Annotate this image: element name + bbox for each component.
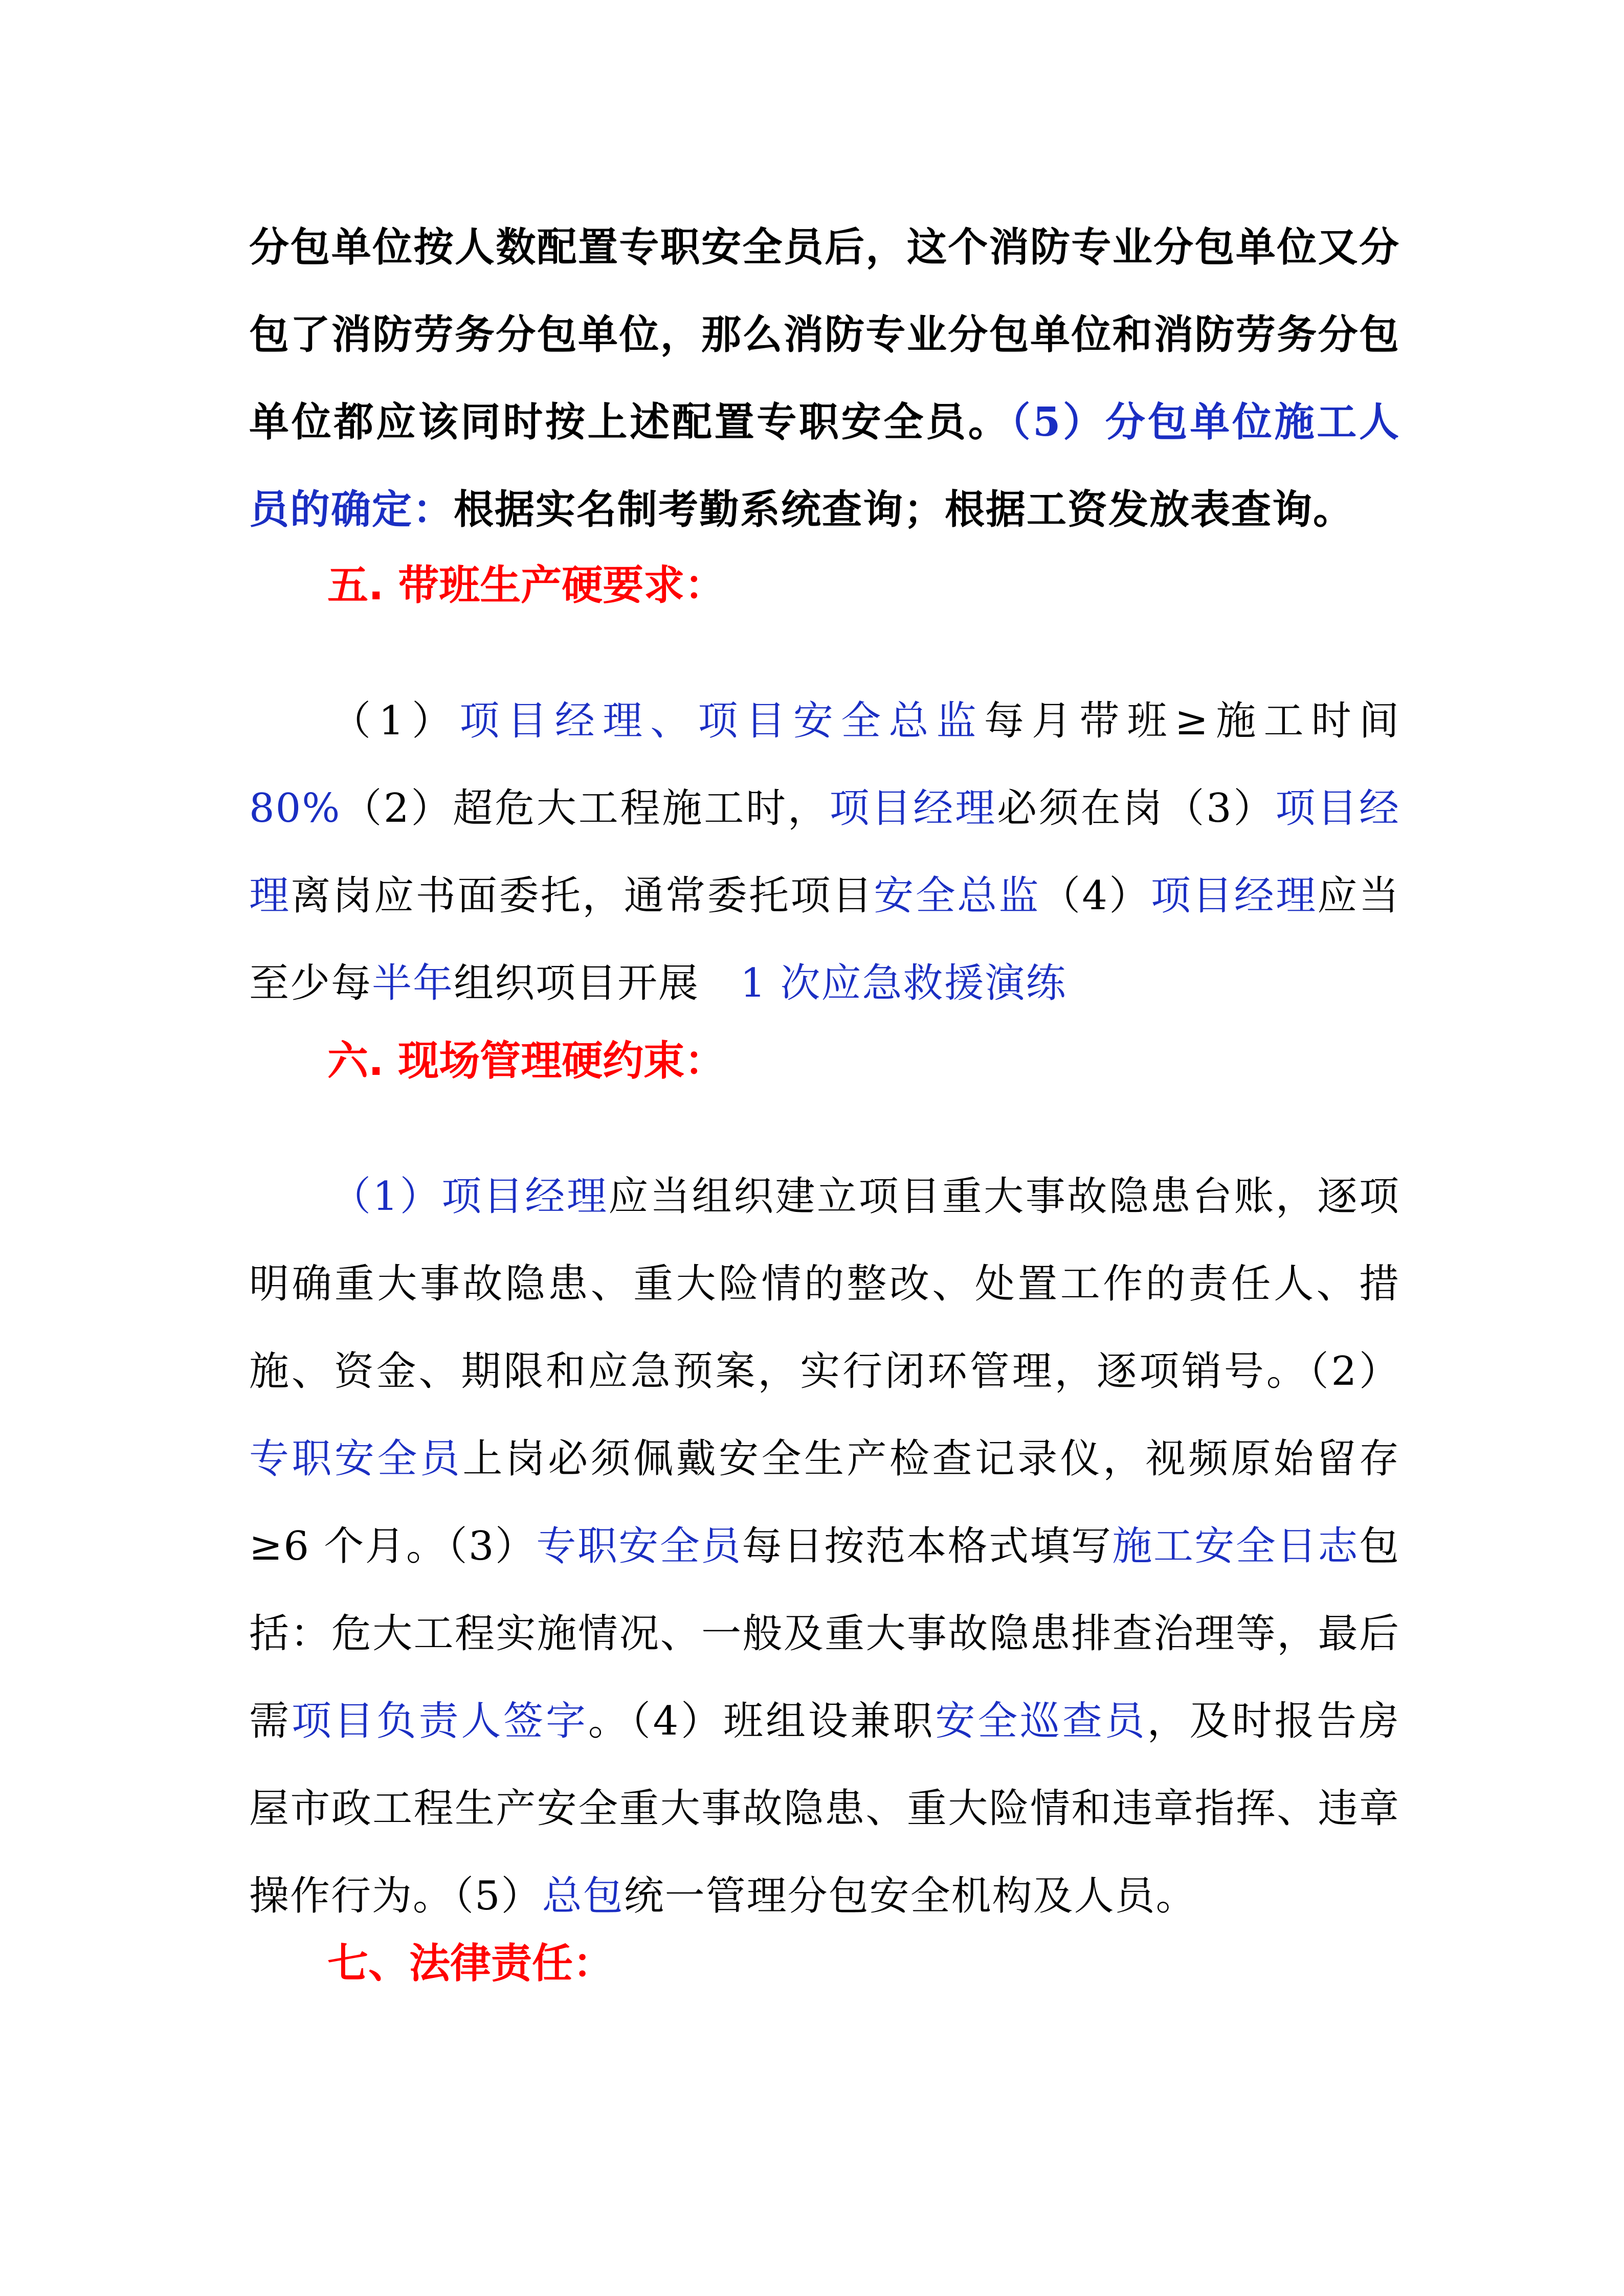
highlight-text: 半年: [372, 960, 454, 1006]
highlight-text: 安全巡查员: [935, 1698, 1147, 1744]
paragraph-text: 离岗应书面委托，通常委托项目: [291, 873, 874, 919]
paragraph-text: （2）超危大工程施工时，: [341, 785, 830, 831]
paragraph-text: 每日按范本格式填写: [742, 1523, 1113, 1569]
highlight-text: 项目经理: [829, 785, 997, 831]
paragraph-text: ，及时报告房屋市政工程生产安全重大事故隐患、重大险情和违章指挥、违章操作行为。（5）: [249, 1698, 1400, 1919]
paragraph-shift-production: [249, 678, 1400, 1027]
highlight-text: 总包: [542, 1873, 624, 1919]
section-heading-5: 五. 带班生产硬要求：: [327, 561, 726, 609]
highlight-text: 专职安全员: [536, 1523, 742, 1569]
paragraph-text: 。（4）班组设兼职: [588, 1698, 936, 1744]
paragraph-site-management: [249, 1153, 1400, 1940]
paragraph-subcontract-staffing: [249, 204, 1400, 553]
paragraph-text: 根据实名制考勤系统查询；根据工资发放表查询。: [454, 486, 1354, 533]
highlight-text: 施工安全日志: [1112, 1523, 1359, 1569]
highlight-text: 项目负责人签字: [291, 1698, 588, 1744]
section-heading-7: 七、法律责任：: [327, 1940, 614, 1987]
paragraph-text: （4）: [1040, 873, 1151, 919]
paragraph-text: 应当组织建立项目重大事故隐患台账，逐项明确重大事故隐患、重大险情的整改、处置工作的责任人、措施、资金、期限和应急预案，实行闭环管理，逐项销号。（2）: [249, 1174, 1400, 1394]
highlight-text: 项目经理、项目安全总监: [459, 698, 984, 744]
highlight-text: 安全总监: [874, 873, 1040, 919]
paragraph-text: 统一管理分包安全机构及人员。: [624, 1873, 1197, 1919]
paragraph-text: 必须在岗（3）: [996, 785, 1276, 831]
highlight-text: 项目经理: [1150, 873, 1318, 919]
highlight-text: 项目经理: [441, 1174, 609, 1220]
section-heading-6: 六. 现场管理硬约束：: [327, 1037, 726, 1085]
highlight-text: 1 次应急救援演练: [740, 960, 1067, 1006]
paragraph-text: 应当至少每: [249, 873, 1400, 1006]
paragraph-text: 每月带班≥施工时间: [984, 698, 1400, 744]
paragraph-text: （1）: [331, 698, 460, 744]
highlight-text: 80%: [249, 785, 341, 831]
paragraph-text: 分包单位按人数配置专职安全员后，这个消防专业分包单位又分包了消防劳务分包单位，那么消防专业分包单位和消防劳务分包单位都应该同时按上述配置专职安全员。: [249, 224, 1400, 445]
paragraph-text: 组织项目开展: [454, 960, 700, 1006]
paragraph-text: 包括：危大工程实施情况、一般及重大事故隐患排查治理等，最后需: [249, 1523, 1400, 1744]
highlight-text: （5）分包单位施工人员的确定：: [249, 399, 1400, 533]
highlight-text: （1）: [331, 1174, 442, 1220]
highlight-text: 专职安全员: [249, 1436, 463, 1482]
highlight-text: 项目经理: [249, 785, 1400, 919]
paragraph-text: 上岗必须佩戴安全生产检查记录仪，视频原始留存≥6 个月。（3）: [249, 1436, 1400, 1569]
